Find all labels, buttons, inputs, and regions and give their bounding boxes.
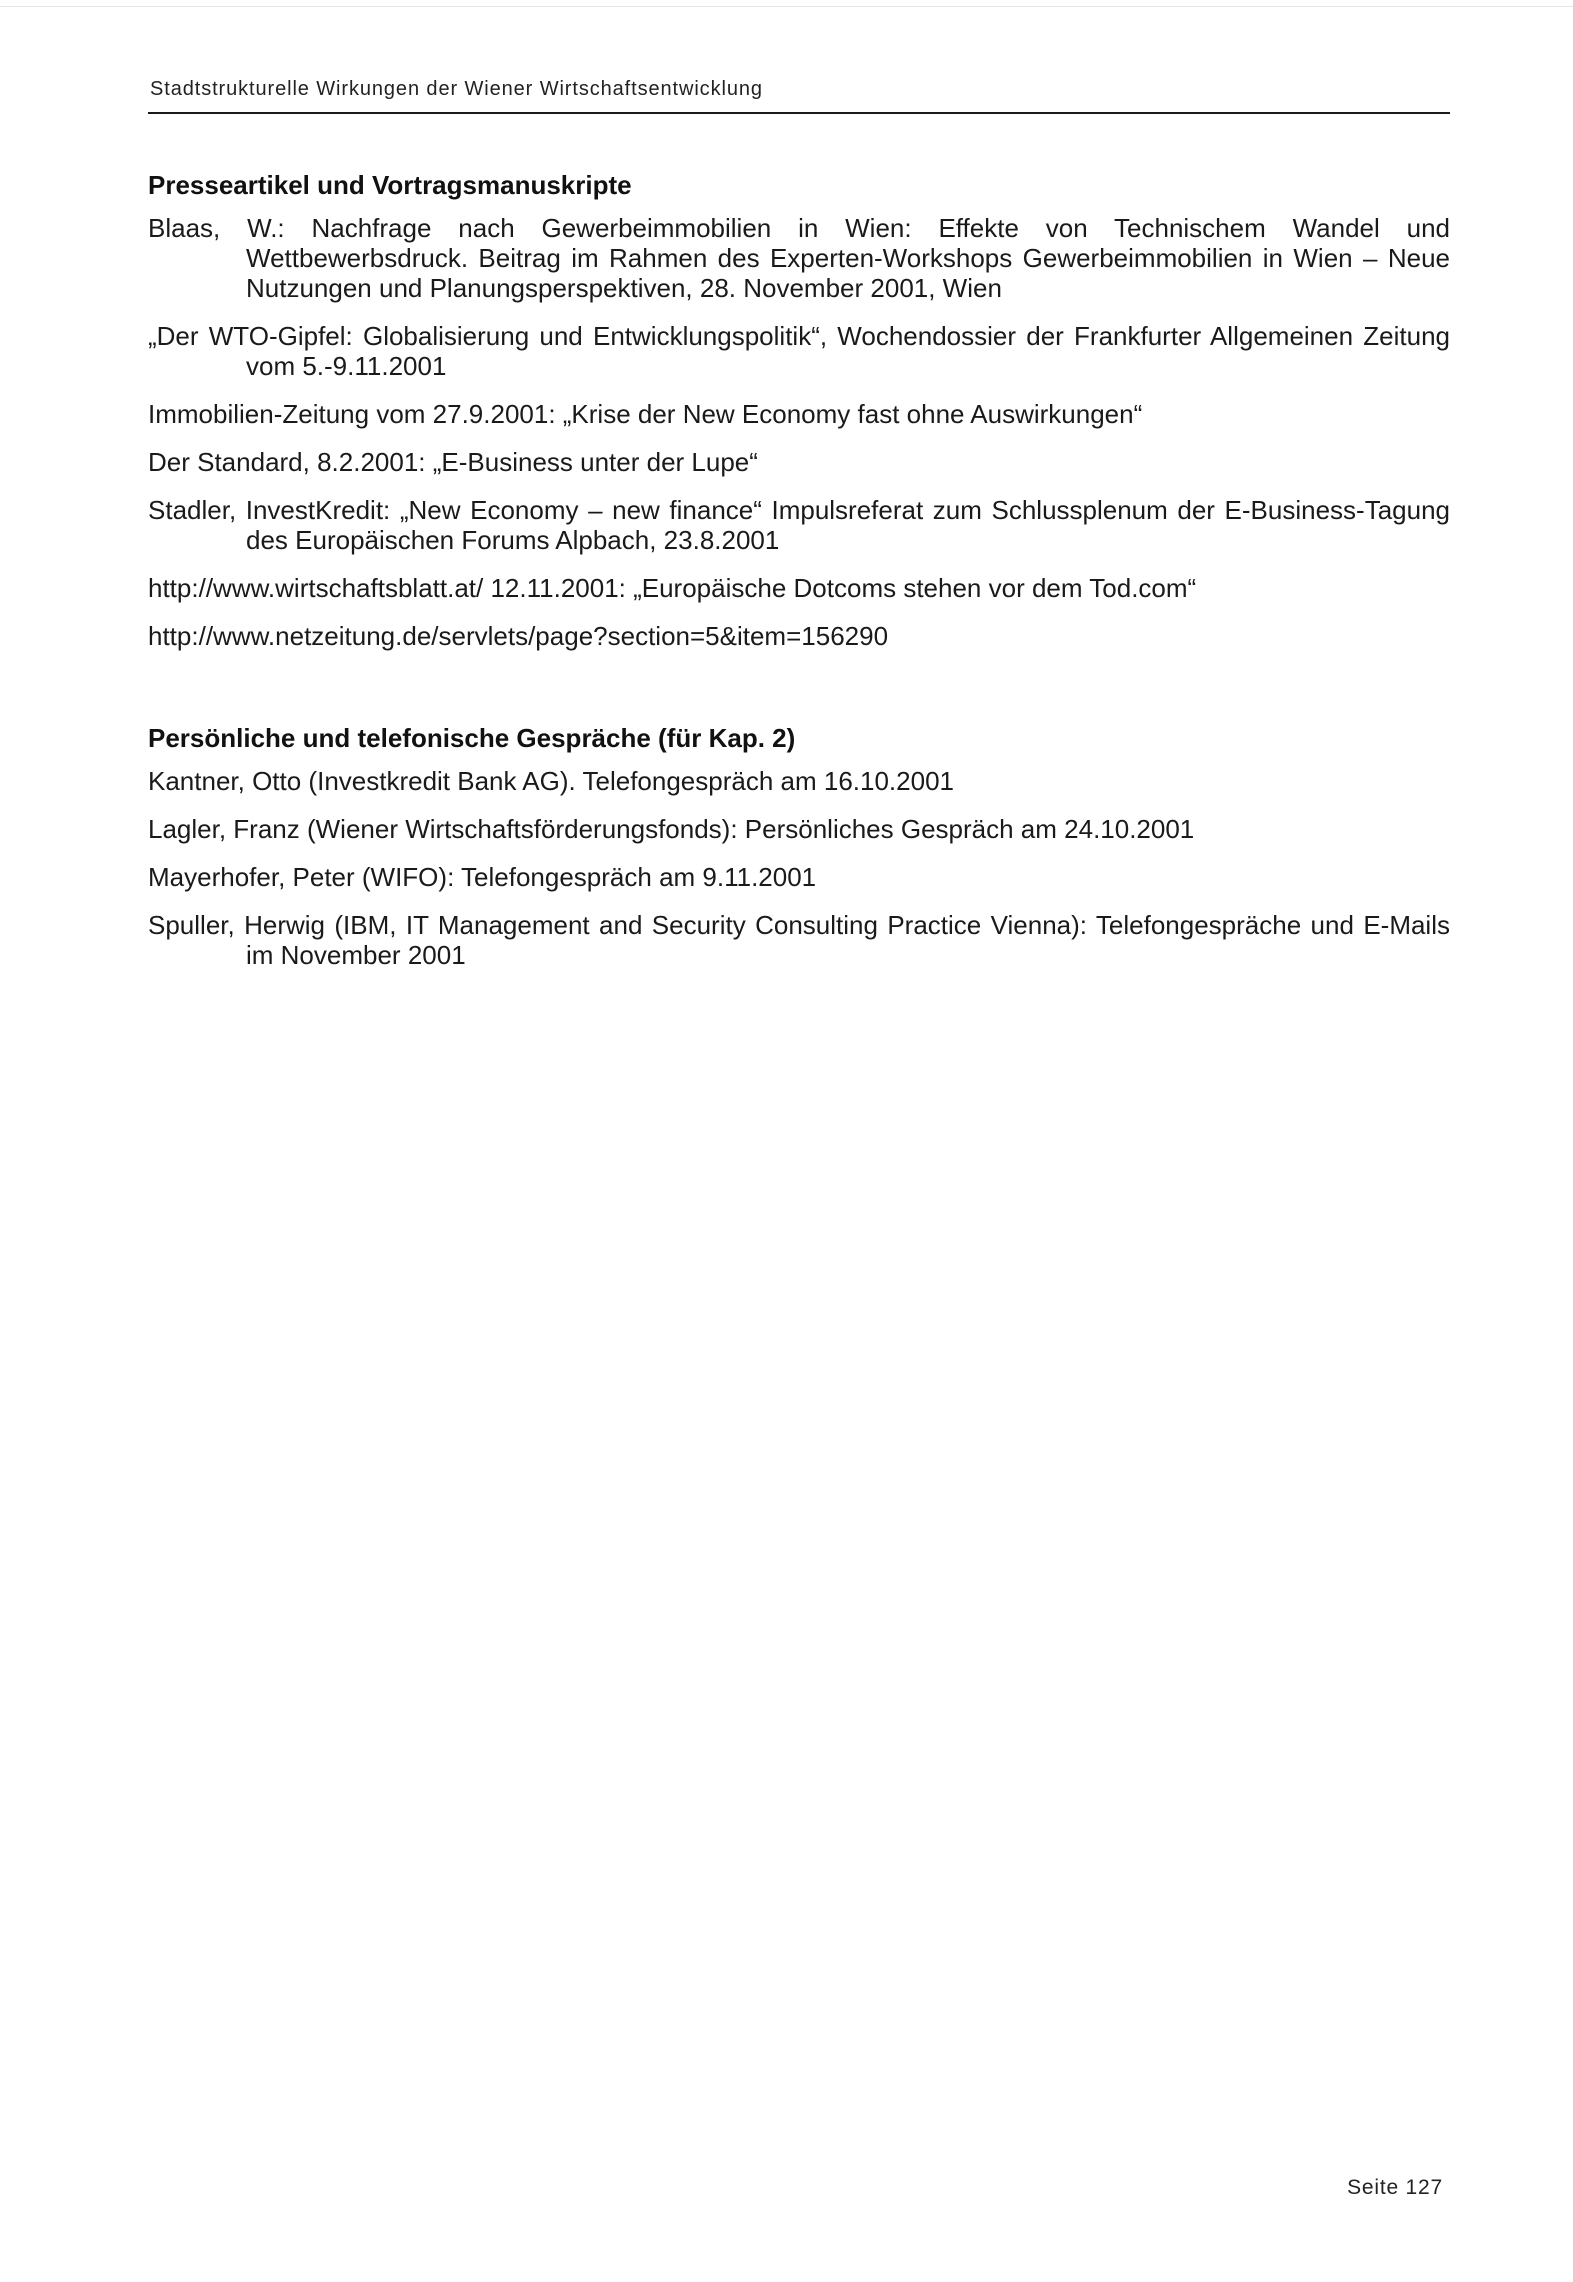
reference-entry: http://www.netzeitung.de/servlets/page?section=5&item=156290 bbox=[148, 621, 889, 651]
reference-entry: Der Standard, 8.2.2001: „E-Business unter der Lupe“ bbox=[148, 447, 758, 477]
interview-entry: Spuller, Herwig (IBM, IT Management and Security Consulting Practice Vienna): Telefongespräche und E-Mails im November 2001 bbox=[148, 910, 1450, 970]
reference-entry: Stadler, InvestKredit: „New Economy – new finance“ Impulsreferat zum Schlussplenum der E-Business-Tagung des Europäischen Forums Alpbach, 23.8.2001 bbox=[148, 495, 1450, 555]
scan-edge-top bbox=[0, 6, 1575, 7]
section-heading-interviews: Persönliche und telefonische Gespräche (für Kap. 2) bbox=[148, 723, 796, 753]
reference-entry: Immobilien-Zeitung vom 27.9.2001: „Krise der New Economy fast ohne Auswirkungen“ bbox=[148, 399, 1143, 429]
running-header: Stadtstrukturelle Wirkungen der Wiener Wirtschaftsentwicklung bbox=[150, 78, 763, 100]
reference-entry: http://www.wirtschaftsblatt.at/ 12.11.2001: „Europäische Dotcoms stehen vor dem Tod.com“ bbox=[148, 573, 1197, 603]
header-rule bbox=[148, 112, 1450, 114]
interview-entry: Lagler, Franz (Wiener Wirtschaftsförderungsfonds): Persönliches Gespräch am 24.10.2001 bbox=[148, 814, 1195, 844]
reference-entry: „Der WTO-Gipfel: Globalisierung und Entwicklungspolitik“, Wochendossier der Frankfurter Allgemeinen Zeitung vom 5.-9.11.2001 bbox=[148, 321, 1450, 381]
interview-entry: Mayerhofer, Peter (WIFO): Telefongespräch am 9.11.2001 bbox=[148, 862, 817, 892]
interview-entry: Kantner, Otto (Investkredit Bank AG). Telefongespräch am 16.10.2001 bbox=[148, 766, 954, 796]
page-number: Seite 127 bbox=[1347, 2176, 1443, 2199]
page-content bbox=[148, 170, 1450, 988]
section-heading-press: Presseartikel und Vortragsmanuskripte bbox=[148, 170, 632, 200]
reference-entry: Blaas, W.: Nachfrage nach Gewerbeimmobilien in Wien: Effekte von Technischem Wandel und Wettbewerbsdruck. Beitrag im Rahmen des Experten-Workshops Gewerbeimmobilien in Wien – Neue Nutzungen und Planungsperspektiven, 28. November 2001, Wien bbox=[148, 213, 1450, 303]
